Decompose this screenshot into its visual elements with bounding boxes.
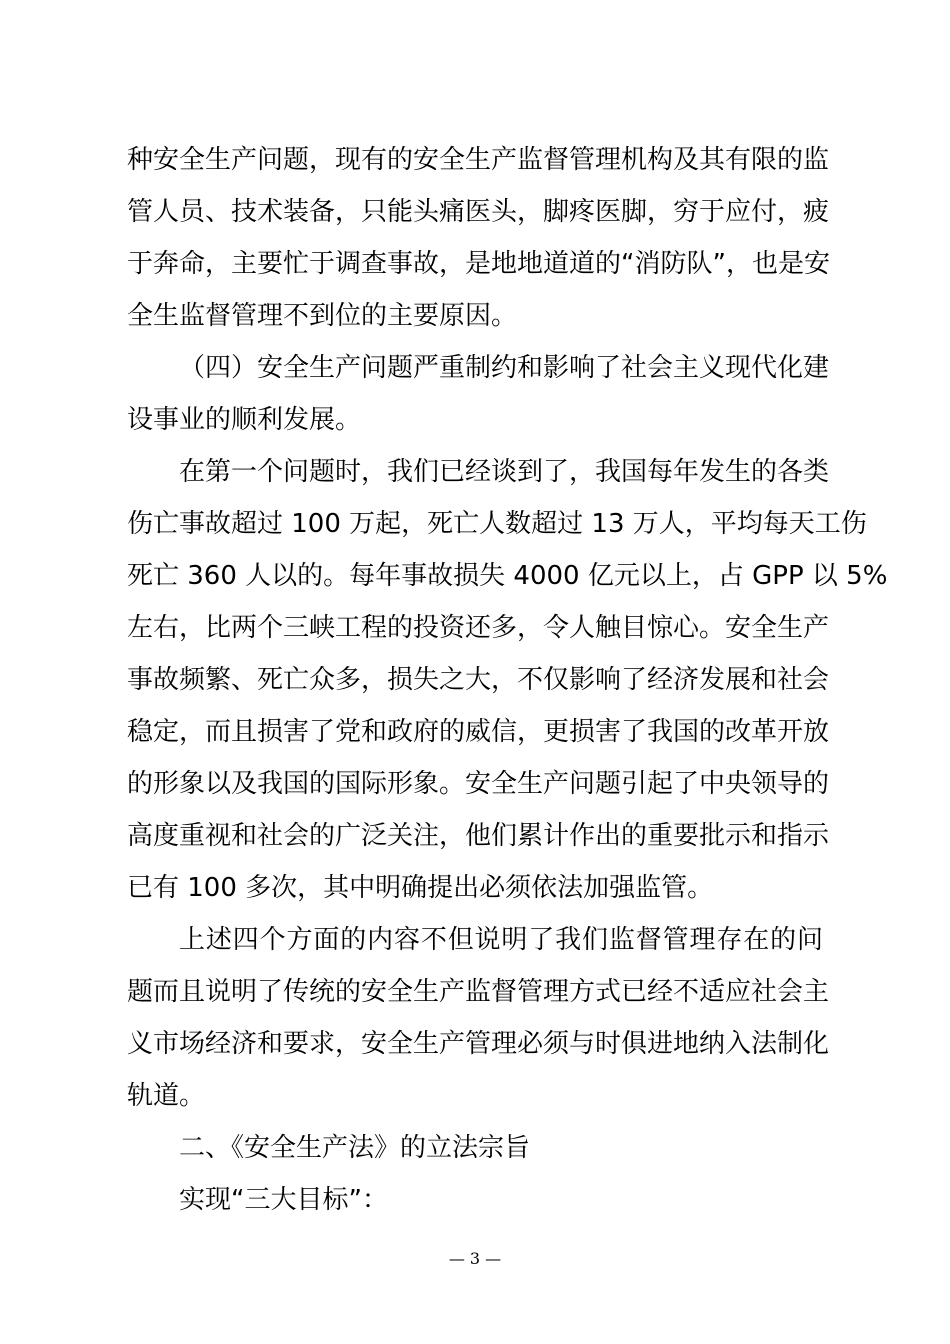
text-line: 设事业的顺利发展。	[127, 405, 362, 435]
text-line: 已有 100 多次，其中明确提出必须依法加强监管。	[127, 873, 714, 903]
text-line: 上述四个方面的内容不但说明了我们监督管理存在的问	[179, 925, 823, 955]
text-line: 稳定，而且损害了党和政府的威信，更损害了我国的改革开放	[127, 717, 830, 747]
text-line: 义市场经济和要求，安全生产管理必须与时俱进地纳入法制化	[127, 1029, 830, 1059]
text-line: 事故频繁、死亡众多，损失之大，不仅影响了经济发展和社会	[127, 665, 830, 695]
text-line: 轨道。	[127, 1081, 206, 1111]
text-line: 全生监督管理不到位的主要原因。	[127, 301, 518, 331]
text-line: 左右，比两个三峡工程的投资还多，令人触目惊心。安全生产	[127, 613, 830, 643]
text-line: 死亡 360 人以的。每年事故损失 4000 亿元以上，占 GPP 以 5%	[127, 561, 888, 591]
text-line: 种安全生产问题，现有的安全生产监督管理机构及其有限的监	[127, 145, 830, 175]
text-line: 管人员、技术装备，只能头痛医头，脚疼医脚，穷于应付，疲	[127, 197, 830, 227]
text-line: 的形象以及我国的国际形象。安全生产问题引起了中央领导的	[127, 769, 830, 799]
page-number: — 3 —	[448, 1249, 502, 1268]
text-line: 实现“三大目标”：	[179, 1185, 388, 1215]
text-line: 题而且说明了传统的安全生产监督管理方式已经不适应社会主	[127, 977, 830, 1007]
text-line: 于奔命，主要忙于调查事故，是地地道道的“消防队”，也是安	[127, 249, 830, 279]
text-line: 高度重视和社会的广泛关注，他们累计作出的重要批示和指示	[127, 821, 830, 851]
section-heading: 二、《安全生产法》的立法宗旨	[179, 1133, 531, 1163]
section-heading: （四）安全生产问题严重制约和影响了社会主义现代化建	[179, 353, 830, 383]
text-line: 伤亡事故超过 100 万起，死亡人数超过 13 万人，平均每天工伤	[127, 509, 867, 539]
text-line: 在第一个问题时，我们已经谈到了，我国每年发生的各类	[179, 457, 830, 487]
